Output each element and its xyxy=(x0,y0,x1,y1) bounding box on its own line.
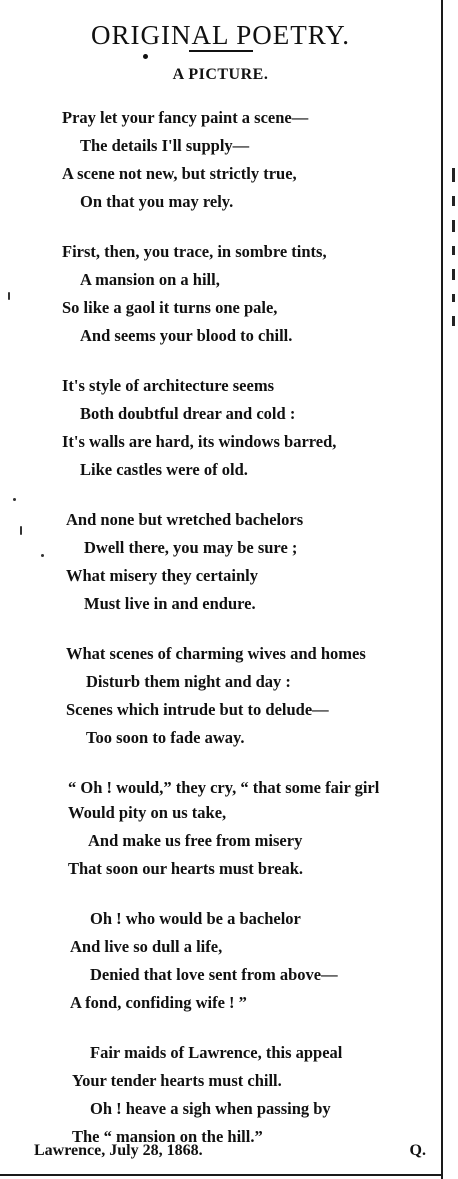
poem-line: What scenes of charming wives and homes xyxy=(66,644,366,663)
poem-line: On that you may rely. xyxy=(80,192,234,211)
stanza xyxy=(0,905,441,1017)
poem-line: The details I'll supply— xyxy=(80,136,250,155)
poem-line: Dwell there, you may be sure ; xyxy=(84,538,298,557)
poem-line: Like castles were of old. xyxy=(80,460,248,479)
adjacent-column-fragment xyxy=(452,168,458,340)
signature-place-date: Lawrence, July 28, 1868. xyxy=(34,1142,203,1159)
stanza xyxy=(0,640,441,752)
column-divider xyxy=(441,0,443,1179)
poem-line: That soon our hearts must break. xyxy=(68,859,304,878)
stanza xyxy=(0,238,441,350)
stanza xyxy=(0,506,441,618)
poem-line: And seems your blood to chill. xyxy=(80,326,293,345)
poem-line: Denied that love sent from above— xyxy=(90,965,338,984)
poem-line: Your tender hearts must chill. xyxy=(72,1071,282,1090)
title-divider xyxy=(189,50,253,52)
signature-initial: Q. xyxy=(409,1142,426,1159)
stanza xyxy=(0,104,441,216)
print-speck xyxy=(8,292,10,300)
poem-line: It's style of architecture seems xyxy=(62,376,274,395)
print-speck xyxy=(13,498,16,501)
poem-line: A mansion on a hill, xyxy=(80,270,220,289)
poem-line: What misery they certainly xyxy=(66,566,258,585)
stanza xyxy=(0,774,441,883)
poem-line: Fair maids of Lawrence, this appeal xyxy=(90,1043,343,1062)
poem-line: And none but wretched bachelors xyxy=(66,510,304,529)
poem-line: Would pity on us take, xyxy=(68,803,227,822)
print-speck xyxy=(143,54,148,59)
poem-line: Pray let your fancy paint a scene— xyxy=(62,108,309,127)
poem-line: “ Oh ! would,” they cry, “ that some fair girl xyxy=(68,778,380,797)
poem-line: The “ mansion on the hill.” xyxy=(72,1127,263,1146)
poem-line: Disturb them night and day : xyxy=(86,672,291,691)
stanza xyxy=(0,1039,441,1151)
poem-line: Both doubtful drear and cold : xyxy=(80,404,296,423)
poem-line: A scene not new, but strictly true, xyxy=(62,164,297,183)
section-title: ORIGINAL POETRY. xyxy=(90,20,350,51)
poem-line: Must live in and endure. xyxy=(84,594,256,613)
poem-title: A PICTURE. xyxy=(172,66,269,83)
poem-line: And live so dull a life, xyxy=(70,937,223,956)
poem-line: First, then, you trace, in sombre tints, xyxy=(62,242,327,261)
print-speck xyxy=(20,526,22,535)
print-speck xyxy=(41,554,44,557)
stanza xyxy=(0,372,441,484)
poem-line: A fond, confiding wife ! ” xyxy=(70,993,247,1012)
poem-line: And make us free from misery xyxy=(88,831,303,850)
poem-line: Oh ! heave a sigh when passing by xyxy=(90,1099,331,1118)
bottom-rule xyxy=(0,1174,443,1176)
poem-line: So like a gaol it turns one pale, xyxy=(62,298,278,317)
poem-line: Oh ! who would be a bachelor xyxy=(90,909,301,928)
poem-line: Too soon to fade away. xyxy=(86,728,245,747)
poem-line: Scenes which intrude but to delude— xyxy=(66,700,329,719)
poem-line: It's walls are hard, its windows barred, xyxy=(62,432,337,451)
poem-body xyxy=(0,104,441,1173)
